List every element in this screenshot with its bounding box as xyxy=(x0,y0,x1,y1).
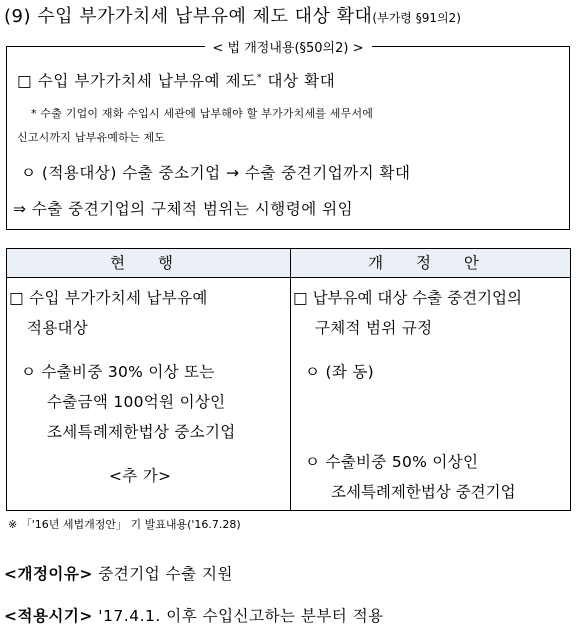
law-amendment-box xyxy=(6,41,570,230)
header-current: 현 행 xyxy=(7,249,291,278)
law-box-header xyxy=(7,37,569,57)
law-box-note-1: * 수출 기업이 재화 수입시 세관에 납부해야 할 부가가치세를 세무서에 xyxy=(31,107,374,120)
law-box-line-1-main: □ 수입 부가가치세 납부유예 제도 xyxy=(17,72,257,90)
law-box-line-3: ㅇ (적용대상) 수출 중소기업 → 수출 중견기업까지 확대 xyxy=(21,164,411,182)
amendment-reason-text: 중견기업 수출 지원 xyxy=(92,565,233,583)
current-line-5: 조세특례제한법상 중소기업 xyxy=(47,423,236,441)
law-box-line-1-tail: 대상 확대 xyxy=(261,72,336,90)
section-title-ref: (부가령 §91의2) xyxy=(372,11,461,25)
law-box-line-1-asterisk: * xyxy=(256,72,262,83)
current-line-3: ㅇ 수출비중 30% 이상 또는 xyxy=(21,363,215,381)
section-title xyxy=(4,2,461,28)
current-line-1: □ 수입 부가가치세 납부유예 xyxy=(9,289,208,307)
proposed-line-2: 구체적 범위 규정 xyxy=(315,319,433,337)
law-box-header-text: < 법 개정내용(§50의2) > xyxy=(205,41,372,56)
footnote: ※ 「'16년 세법개정안」 기 발표내용('16.7.28) xyxy=(8,518,241,531)
table-header-row xyxy=(7,249,571,278)
law-box-note-2: 신고시까지 납부유예하는 제도 xyxy=(17,131,166,144)
current-line-4: 수출금액 100억원 이상인 xyxy=(47,393,226,411)
proposed-line-4: ㅇ 수출비중 50% 이상인 xyxy=(305,453,479,471)
current-line-2: 적용대상 xyxy=(27,319,89,337)
current-line-6: <추 가> xyxy=(109,467,172,485)
comparison-table xyxy=(6,248,571,511)
application-timing-text: '17.4.1. 이후 수입신고하는 분부터 적용 xyxy=(92,607,384,625)
proposed-line-3: ㅇ (좌 동) xyxy=(305,363,374,381)
header-proposed: 개 정 안 xyxy=(291,249,571,278)
section-title-main: (9) 수입 부가가치세 납부유예 제도 대상 확대 xyxy=(4,6,373,27)
proposed-cell xyxy=(291,278,571,511)
amendment-reason xyxy=(4,562,233,584)
application-timing-label: <적용시기> xyxy=(4,607,93,625)
amendment-reason-label: <개정이유> xyxy=(4,565,93,583)
law-box-line-1 xyxy=(17,69,335,91)
proposed-line-5: 조세특례제한법상 중견기업 xyxy=(331,483,516,501)
proposed-line-1: □ 납부유예 대상 수출 중견기업의 xyxy=(293,289,523,307)
current-cell xyxy=(7,278,291,511)
application-timing xyxy=(4,604,384,626)
law-box-line-4: ⇒ 수출 중견기업의 구체적 범위는 시행령에 위임 xyxy=(13,200,354,218)
table-body-row xyxy=(7,278,571,511)
